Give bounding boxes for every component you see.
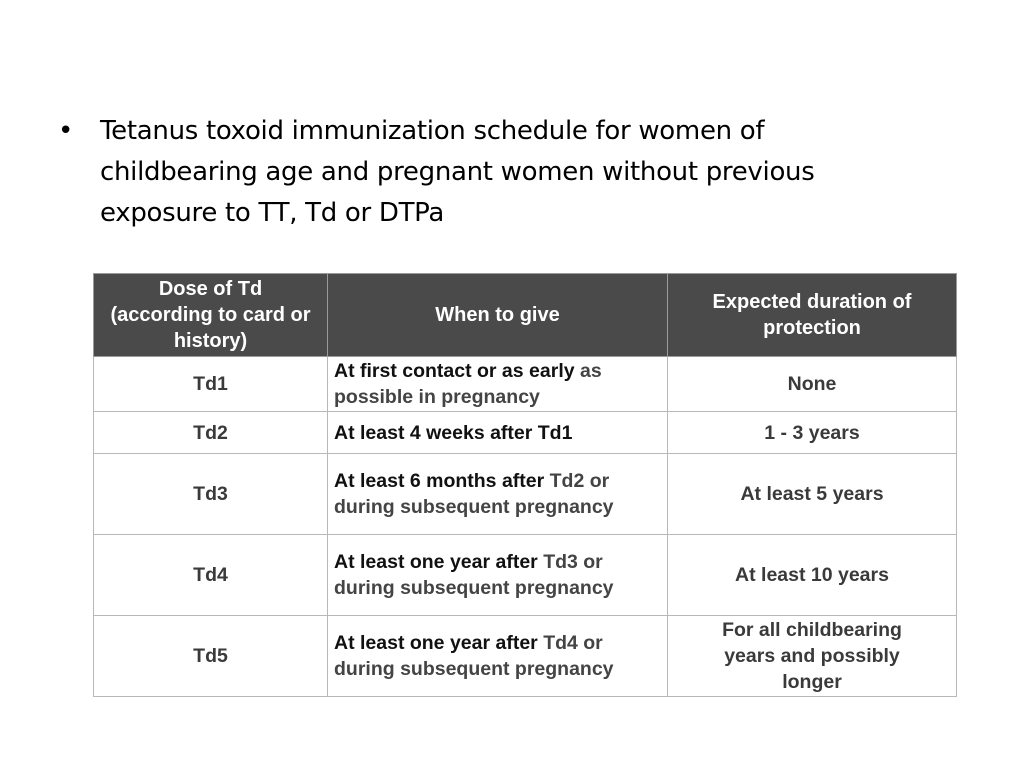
when-cell (328, 616, 668, 697)
bullet-icon: • (58, 116, 74, 146)
table-row (94, 412, 957, 454)
table-header-row (94, 274, 957, 357)
header-dose: Dose of Td (according to card or history) (94, 274, 328, 357)
table-row (94, 535, 957, 616)
when-cell (328, 535, 668, 616)
protection-cell: At least 10 years (668, 535, 957, 616)
dose-cell: Td3 (94, 454, 328, 535)
header-when-to-give: When to give (328, 274, 668, 357)
when-text-cont: Td3 or during subsequent pregnancy (334, 551, 614, 599)
table-row (94, 357, 957, 412)
table-row (94, 616, 957, 697)
td-schedule-table (93, 273, 957, 697)
when-text-main: At first contact or as early (334, 360, 575, 382)
when-text-main: At least one year after (334, 551, 538, 573)
dose-cell: Td4 (94, 535, 328, 616)
table-row (94, 454, 957, 535)
when-text-cont: as possible in pregnancy (334, 360, 602, 408)
dose-cell: Td2 (94, 412, 328, 454)
when-cell (328, 454, 668, 535)
protection-cell: For all childbearing years and possibly longer (668, 616, 957, 697)
protection-cell: At least 5 years (668, 454, 957, 535)
when-text-main: At least one year after (334, 632, 538, 654)
when-cell (328, 412, 668, 454)
when-text-main: At least 4 weeks after Td1 (334, 421, 573, 444)
bullet-point (58, 111, 918, 234)
bullet-text: Tetanus toxoid immunization schedule for women of childbearing age and pregnant women without previous exposure to TT, Td or DTPa (100, 116, 815, 228)
when-text-cont: Td2 or during subsequent pregnancy (334, 470, 614, 518)
header-duration: Expected duration of protection (668, 274, 957, 357)
when-cell (328, 357, 668, 412)
protection-cell: None (668, 357, 957, 412)
when-text-main: At least 6 months after (334, 470, 545, 492)
dose-cell: Td5 (94, 616, 328, 697)
dose-cell: Td1 (94, 357, 328, 412)
protection-cell: 1 - 3 years (668, 412, 957, 454)
when-text-cont: Td4 or during subsequent pregnancy (334, 632, 614, 680)
